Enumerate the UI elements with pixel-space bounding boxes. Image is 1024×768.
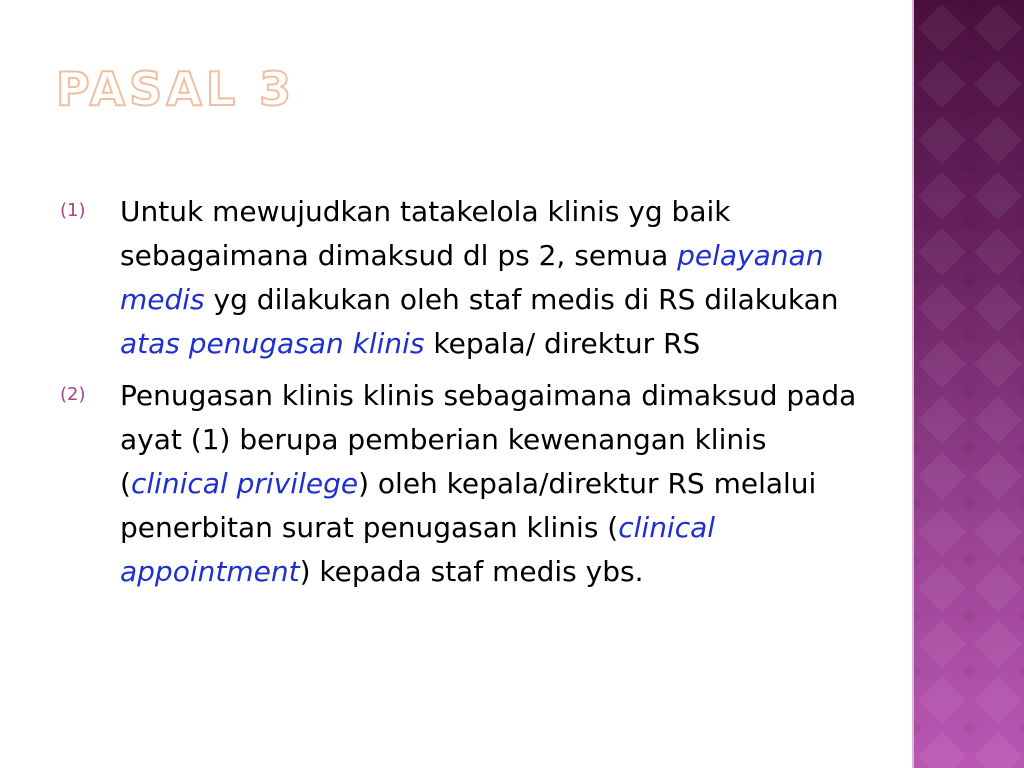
list-item <box>60 190 860 366</box>
article-content <box>60 190 860 602</box>
list-item <box>60 374 860 594</box>
text-segment: kepala/ direktur RS <box>424 327 701 360</box>
item-number: (1) <box>60 200 86 221</box>
emphasis-term: pelayanan medis <box>120 239 824 316</box>
item-text <box>120 190 860 366</box>
text-segment: Penugasan klinis klinis sebagaimana dimaksud pada ayat (1) berupa pemberian kewenangan klinis ( <box>120 379 857 500</box>
emphasis-term: clinical privilege <box>130 467 359 500</box>
diamond-pattern-icon <box>914 0 1024 768</box>
decorative-side-panel <box>912 0 1024 768</box>
emphasis-term: atas penugasan klinis <box>120 327 425 360</box>
item-text <box>120 374 860 594</box>
text-segment: ) oleh kepala/direktur RS melalui penerbitan surat penugasan klinis ( <box>120 467 817 544</box>
text-segment: yg dilakukan oleh staf medis di RS dilakukan <box>204 283 839 316</box>
item-number: (2) <box>60 384 86 405</box>
text-segment: ) kepada staf medis ybs. <box>299 555 644 588</box>
text-segment: Untuk mewujudkan tatakelola klinis yg baik sebagaimana dimaksud dl ps 2, semua <box>120 195 731 272</box>
slide-title: PASAL 3 <box>56 62 296 116</box>
emphasis-term: clinical appointment <box>120 511 716 588</box>
